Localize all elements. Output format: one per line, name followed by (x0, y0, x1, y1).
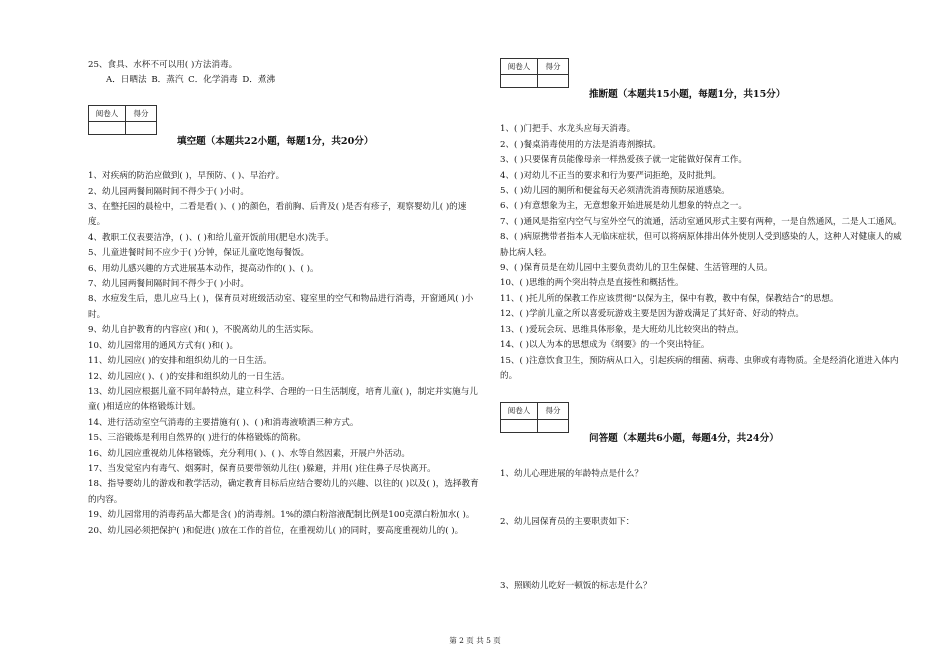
fill-item-20: 20、幼儿园必须把保护( )和促进( )放在工作的首位，在重视幼儿( )的同时，要高度重视幼儿的( )。 (88, 525, 464, 536)
fill-item-2: 2、幼儿园两餐间隔时间不得少于( )小时。 (88, 186, 249, 197)
grader-cell (501, 419, 538, 432)
fill-item-1: 1、对疾病的防治应做到( )，早预防、( )、早治疗。 (88, 171, 285, 182)
page-number: 第 2 页 共 5 页 (449, 636, 501, 645)
qa-list (500, 467, 902, 594)
grader-box (500, 58, 569, 88)
grader-cell (501, 75, 538, 88)
qa-title: 问答题（本题共6小题，每题4分，共24分） (589, 433, 779, 445)
tf-item-11: 11、( )托儿所的保教工作应该贯彻“以保为主，保中有教，教中有保，保教结合”的思想。 (500, 293, 839, 304)
fill-item-13: 13、幼儿园应根据儿童不同年龄特点，建立科学、合理的一日生活制度，培育儿童( )，制定并实施与儿童( )相适应的体格锻炼计划。 (88, 386, 478, 413)
fill-item-11: 11、幼儿园应( )的安排和组织幼儿的一日生活。 (88, 356, 272, 367)
score-label: 得分 (538, 403, 569, 419)
fill-item-12: 12、幼儿园应( )、( )的安排和组织幼儿的一日生活。 (88, 371, 290, 382)
fill-blank-title: 填空题（本题共22小题，每题1分，共20分） (177, 135, 374, 147)
qa-item-1: 1、幼儿心理进展的年龄特点是什么？ (500, 468, 643, 479)
fill-item-14: 14、进行活动室空气消毒的主要措施有( )、( )和消毒液喷洒三种方式。 (88, 417, 359, 428)
fill-item-16: 16、幼儿园应重视幼儿体格锻炼，充分利用( )、( )、水等自然因素，开展户外活动。 (88, 448, 410, 459)
score-cell (538, 75, 569, 88)
question-25-options: A．日晒法 B．蒸汽 C．化学消毒 D．煮沸 (106, 75, 276, 86)
fill-item-15: 15、三浴锻炼是利用自然界的( )进行的体格锻炼的简称。 (88, 433, 307, 444)
grader-label: 阅卷人 (501, 403, 538, 419)
grader-box (88, 105, 157, 135)
grader-cell (89, 122, 126, 135)
tf-item-7: 7、( )通风是指室内空气与室外空气的流通，活动室通风形式主要有两种，一是自然通风，二是人工通风。 (500, 216, 902, 227)
tf-item-4: 4、( )对幼儿不正当的要求和行为要严词拒绝，及时批判。 (500, 170, 722, 181)
fill-item-17: 17、当发觉室内有毒气、烟雾时，保育员要带领幼儿往( )躲避，并用( )往住鼻子尽快离开。 (88, 463, 436, 474)
tf-item-2: 2、( )餐桌消毒使用的方法是消毒剂擦拭。 (500, 139, 661, 150)
fill-item-18: 18、指导婴幼儿的游戏和教学活动，确定教育目标后应结合婴幼儿的兴趣、以往的( )以及( )，选择教育的内容。 (88, 479, 479, 505)
tf-item-10: 10、( )思维的两个突出特点是直接性和概括性。 (500, 278, 684, 289)
tf-item-5: 5、( )幼儿园的厕所和便盆每天必须清洗消毒预防尿道感染。 (500, 186, 730, 197)
tf-item-8: 8、( )病原携带者指本人无临床症状，但可以将病原体排出体外使別人受到感染的人，这种人对健康人的威胁比病人轻。 (500, 232, 902, 258)
score-cell (126, 122, 157, 135)
right-column (500, 58, 902, 594)
qa-item-2: 2、幼儿园保育员的主要职责如下： (500, 517, 635, 528)
fill-item-7: 7、幼儿园两餐间隔时间不得少于( )小时。 (88, 279, 249, 290)
grader-label: 阅卷人 (89, 105, 126, 121)
score-label: 得分 (126, 105, 157, 121)
tf-item-3: 3、( )只要保育员能像母亲一样热爱孩子就一定能做好保育工作。 (500, 155, 747, 166)
fill-item-4: 4、教职工仪表要洁净，( )、( )和给儿童开饭前用(肥皂水)洗手。 (88, 232, 334, 243)
tf-item-6: 6、( )有意想象为主，无意想象开始进展是幼儿想象的特点之一。 (500, 201, 747, 212)
left-column (88, 58, 483, 539)
score-cell (538, 419, 569, 432)
score-label: 得分 (538, 59, 569, 75)
grader-box-2 (500, 402, 569, 432)
fill-item-6: 6、用幼儿感兴趣的方式进展基本动作，提高动作的( )、( )。 (88, 263, 319, 274)
tf-item-1: 1、( )门把手、水龙头应每天消毒。 (500, 124, 636, 135)
fill-item-8: 8、水痘发生后，患儿应马上( )，保育员对班级活动室、寝室里的空气和物品进行消毒，开窗通风( )小时。 (88, 294, 474, 320)
true-false-list (500, 122, 902, 384)
tf-item-9: 9、( )保育员是在幼儿园中主要负责幼儿的卫生保健、生活管理的人员。 (500, 263, 773, 274)
tf-item-12: 12、( )学前儿童之所以喜爱玩游戏主要是因为游戏满足了其好奇、好动的特点。 (500, 309, 804, 320)
true-false-section-header (500, 58, 902, 100)
grader-label: 阅卷人 (501, 59, 538, 75)
fill-blank-list (88, 169, 483, 539)
qa-item-3: 3、照顾幼儿吃好一顿饭的标志是什么？ (500, 580, 652, 591)
true-false-title: 推断题（本题共15小题，每题1分，共15分） (589, 89, 786, 100)
fill-item-5: 5、儿童进餐时间不应少于( )分钟，保证儿童吃饱每餐饭。 (88, 248, 310, 259)
question-25: 25、食具、水杯不可以用( )方法消毒。 (88, 60, 238, 70)
tf-item-15: 15、( )注意饮食卫生，预防病从口入，引起疾病的细菌、病毒、虫卵或有毒物质。全是经消化道进入体内的。 (500, 355, 899, 381)
fill-item-19: 19、幼儿园常用的消毒药品大都是含( )的消毒剂。1%的漂白粉溶液配制比例是100克漂白粉加水( )。 (88, 510, 475, 521)
fill-item-10: 10、幼儿园常用的通风方式有( )和( )。 (88, 340, 239, 351)
fill-item-9: 9、幼儿自护教育的内容应( )和( )，不脱离幼儿的生活实际。 (88, 325, 319, 336)
qa-section-header (500, 402, 902, 445)
fill-blank-section-header (88, 105, 483, 147)
fill-item-3: 3、在整托园的晨检中，二看是看( )、( )的颜色，看前胸、后背及( )是否有疹子，观察婴幼儿( )的速度。 (88, 202, 467, 228)
tf-item-14: 14、( )以人为本的思想成为《纲要》的一个突出特征。 (500, 340, 710, 351)
tf-item-13: 13、( )爱玩会玩、思维具体形象，是大班幼儿比较突出的特点。 (500, 324, 744, 335)
